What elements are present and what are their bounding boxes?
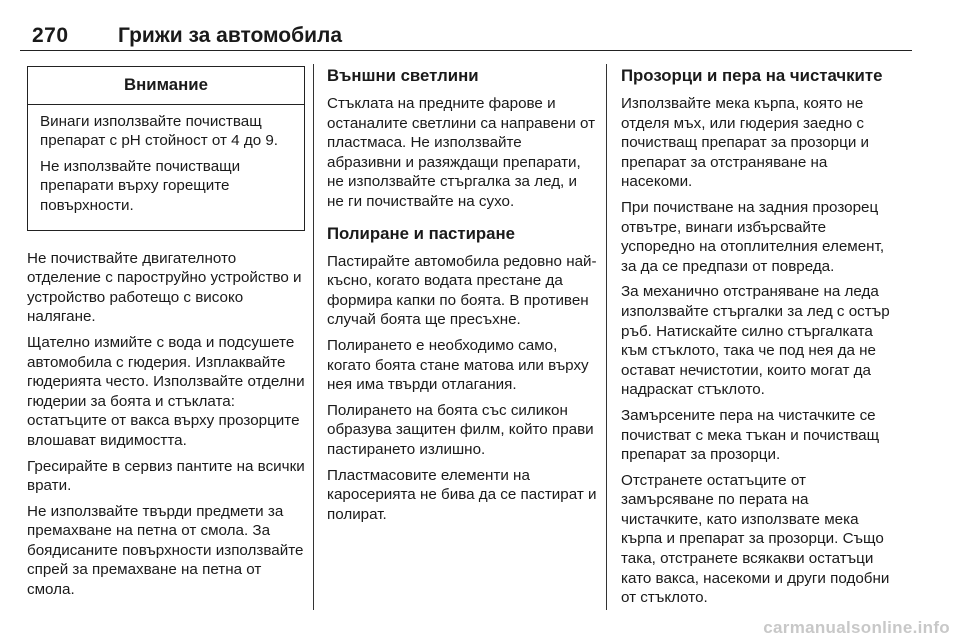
column-divider [313, 64, 314, 610]
body-paragraph: Гресирайте в сервиз пантите на всички врати. [27, 457, 305, 495]
warning-title: Внимание [28, 67, 304, 105]
body-paragraph: Полирането е необходимо само, когато боята стане матова или върху нея има твърди отлагания. [327, 336, 589, 394]
column-2 [327, 66, 597, 530]
body-paragraph: Не използвайте твърди предмети за премахване на петна от смола. За боядисаните повърхности използвайте спрей за премахване на петна от смола. [27, 502, 304, 599]
body-paragraph: Не почиствайте двигателното отделение с пароструйно устройство и устройство работещо с високо налягане. [27, 249, 302, 326]
page-number: 270 [32, 24, 69, 47]
page-header [20, 14, 912, 51]
section-heading: Полиране и пастиране [327, 223, 515, 243]
body-paragraph: За механично отстраняване на леда използвайте стъргалки за лед с остър ръб. Натискайте силно стъргалката към стъклото, така че под нея да не остават нечистотии, които могат да надраскат стъклото. [621, 283, 890, 399]
body-paragraph: Замърсените пера на чистачките се почистват с мека тъкан и почистващ препарат за прозорци. [621, 406, 880, 464]
page-title: Грижи за автомобила [118, 24, 343, 47]
body-paragraph: Отстранете остатъците от замърсяване по перата на чистачките, като използвате мека кърпа и препарат за прозорци. Също така, отстранете всякакви остатъци като вакса, насекоми и други подобни от стъклото. [621, 471, 890, 607]
body-paragraph: Стъклата на предните фарове и останалите светлини са направени от пластмаса. Не използвайте абразивни и разяждащи препарати, не използвайте стъргалка за лед, и не ги почиствайте на сухо. [327, 95, 596, 210]
section-heading: Прозорци и пера на чистачките [621, 66, 883, 85]
watermark: carmanualsonline.info [763, 618, 950, 637]
warning-paragraph: Не използвайте почистващи препарати върху горещите повърхности. [40, 157, 241, 214]
body-paragraph: Пастирайте автомобила редовно най-късно, когато водата престане да формира капки по боята. В противен случай боята ще пресъхне. [327, 252, 597, 329]
body-paragraph: Щателно измийте с вода и подсушете автомобила с гюдерия. Изплаквайте гюдерията често. Използвайте отделни гюдерии за боята и стъклата: остатъците от вакса върху прозорците влошават видимостта. [27, 333, 305, 449]
warning-body [28, 105, 304, 230]
section-heading: Външни светлини [327, 66, 479, 85]
column-3 [621, 66, 893, 614]
body-paragraph: При почистване на задния прозорец отвътре, винаги избърсвайте успоредно на отоплителния елемент, за да се предпази от повреда. [621, 198, 885, 275]
body-paragraph: Използвайте мека кърпа, която не отделя мъх, или гюдерия заедно с почистващ препарат за прозорци и препарат за отстраняване на насекоми. [621, 95, 870, 191]
column-1 [27, 66, 305, 606]
warning-box [27, 66, 305, 231]
body-paragraph: Полирането на боята със силикон образува защитен филм, който прави пастирането излишно. [327, 401, 594, 458]
body-paragraph: Пластмасовите елементи на каросерията не бива да се пастират и полират. [327, 466, 597, 523]
warning-paragraph: Винаги използвайте почистващ препарат с pH стойност от 4 до 9. [40, 112, 279, 150]
column-divider [606, 64, 607, 610]
